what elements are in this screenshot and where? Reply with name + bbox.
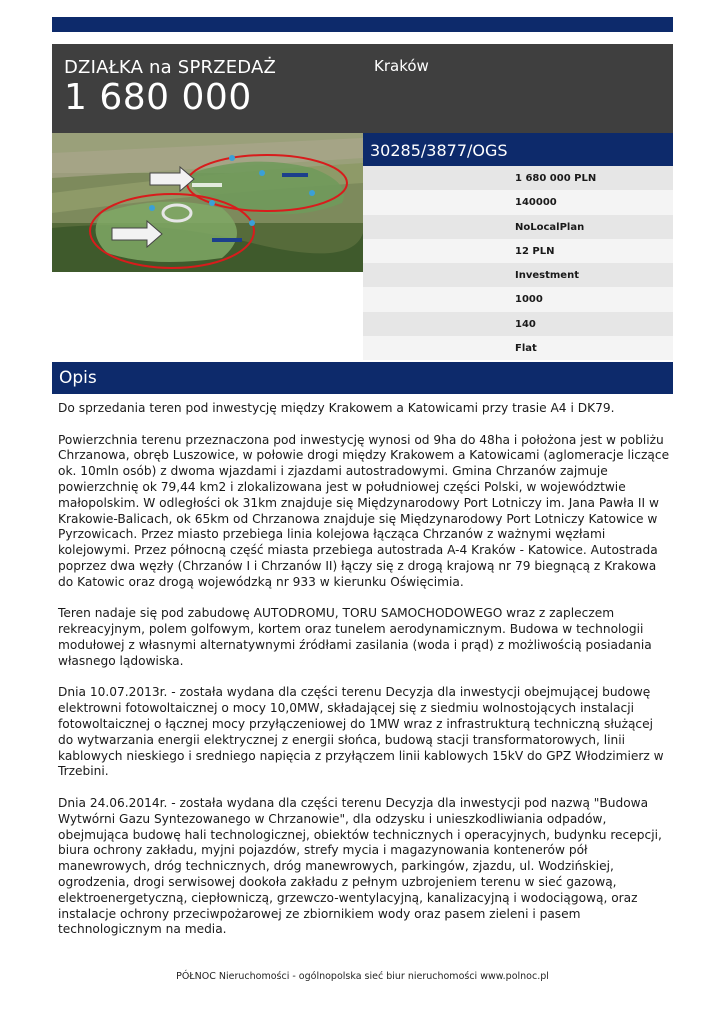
detail-row [363,239,673,263]
detail-row [363,190,673,214]
description-paragraph: Powierzchnia terenu przeznaczona pod inwestycję wynosi od 9ha do 48ha i położona jest w pobliżu Chrzanowa, obręb Luszowice, w połowie drogi między Krakowem a Katowicami (aglomeracje liczące ok. 10mln osób) z dwoma wjazdami i zjazdami autostradowymi. Gmina Chrzanów zajmuje powierzchnię ok 79,44 km2 i zlokalizowana jest w południowej części Polski, w województwie małopolskim. W odległości ok 31km znajduje się Międzynarodowy Port Lotniczy im. Jana Pawła II w Krakowie-Balicach, ok 65km od Chrzanowa znajduje się Międzynarodowy Port Lotniczy Katowice w Pyrzowicach. Przez miasto przebiega linia kolejowa łącząca Chrzanów z ważnymi węzłami kolejowymi. Przez północną część miasta przebiega autostrada A-4 Kraków - Katowice. Autostrada poprzez dwa węzły (Chrzanów I i Chrzanów II) łączy się z drogą krajową nr 79 biegnącą z Krakowa do Katowic oraz drogą wojewódzką nr 933 w kierunku Oświęcimia. [58,432,670,589]
detail-row [363,336,673,360]
listing-type: DZIAŁKA na SPRZEDAŻ [64,57,277,78]
detail-row [363,166,673,190]
listing-header [52,44,673,133]
detail-value: Flat [515,342,537,354]
detail-row [363,263,673,287]
description-heading: Opis [52,362,673,394]
detail-value: 1000 [515,294,543,306]
property-aerial-photo [52,133,363,272]
footer-text: PÓŁNOC Nieruchomości - ogólnopolska sieć biur nieruchomości www.polnoc.pl [176,971,549,982]
details-table [363,166,673,360]
detail-row [363,312,673,336]
detail-value: 1 680 000 PLN [515,173,597,184]
top-accent-bar [52,17,673,32]
detail-value: NoLocalPlan [515,221,585,233]
description-paragraph: Dnia 10.07.2013r. - została wydana dla części terenu Decyzja dla inwestycji obejmującej budowę elektrowni fotowoltaicznej o mocy 10,0MW, składającej się z siedmiu wolnostojących instalacji fotowoltaicznej o łącznej mocy przyłączeniowej do 1MW wraz z infrastrukturą techniczną służącej do wytwarzania energii elektrycznej z energii słońca, budową stacji transformatorowych, linii kablowych nieskiego i sredniego napięcia z przyłączem linii kablowych 15kV do GPZ Włodzimierz w Trzebini. [58,685,664,779]
listing-city: Kraków [374,57,429,75]
listing-price: 1 680 000 [64,77,252,118]
detail-value: 12 PLN [515,245,555,257]
detail-value: 140000 [515,197,557,209]
description-body [58,401,670,954]
description-paragraph: Dnia 24.06.2014r. - została wydana dla części terenu Decyzja dla inwestycji pod nazwą "Budowa Wytwórni Gazu Syntezowanego w Chrzanowie", dla odzysku i unieszkodliwiania odpadów, obejmująca budowę hali technologicznej, obiektów technicznych i operacyjnych, budynku recepcji, biura ochrony zakładu, myjni pojazdów, strefy mycia i magazynowania kontenerów pół manewrowych, dróg technicznych, dróg manewrowych, parkingów, zjazdu, ul. Wodzińskiej, ogrodzenia, drogi serwisowej dookoła zakładu z pełnym uzbrojeniem terenu w sieć gazową, elektroenergetyczną, ciepłowniczą, grzewczo-wentylacyjną, kanalizacyjną i wodociągową, oraz instalacje ochrony przeciwpożarowej ze zbiornikiem wody oraz pasem zieleni i pasem technologicznym na media. [58,795,662,937]
description-paragraph: Do sprzedania teren pod inwestycję między Krakowem a Katowicami przy trasie A4 i DK79. [58,401,615,415]
detail-row [363,215,673,239]
detail-value: 140 [515,318,536,330]
detail-value: Investment [515,270,579,281]
description-paragraph: Teren nadaje się pod zabudowę AUTODROMU, TORU SAMOCHODOWEGO wraz z zapleczem rekreacyjnym, polem golfowym, kortem oraz tunelem aerodynamicznym. Budowa w technologii modułowej z własnymi alternatywnymi źródłami zasilania (woda i prąd) z możliwością posiadania własnego lądowiska. [58,606,652,668]
detail-row [363,287,673,311]
listing-reference: 30285/3877/OGS [363,133,673,166]
